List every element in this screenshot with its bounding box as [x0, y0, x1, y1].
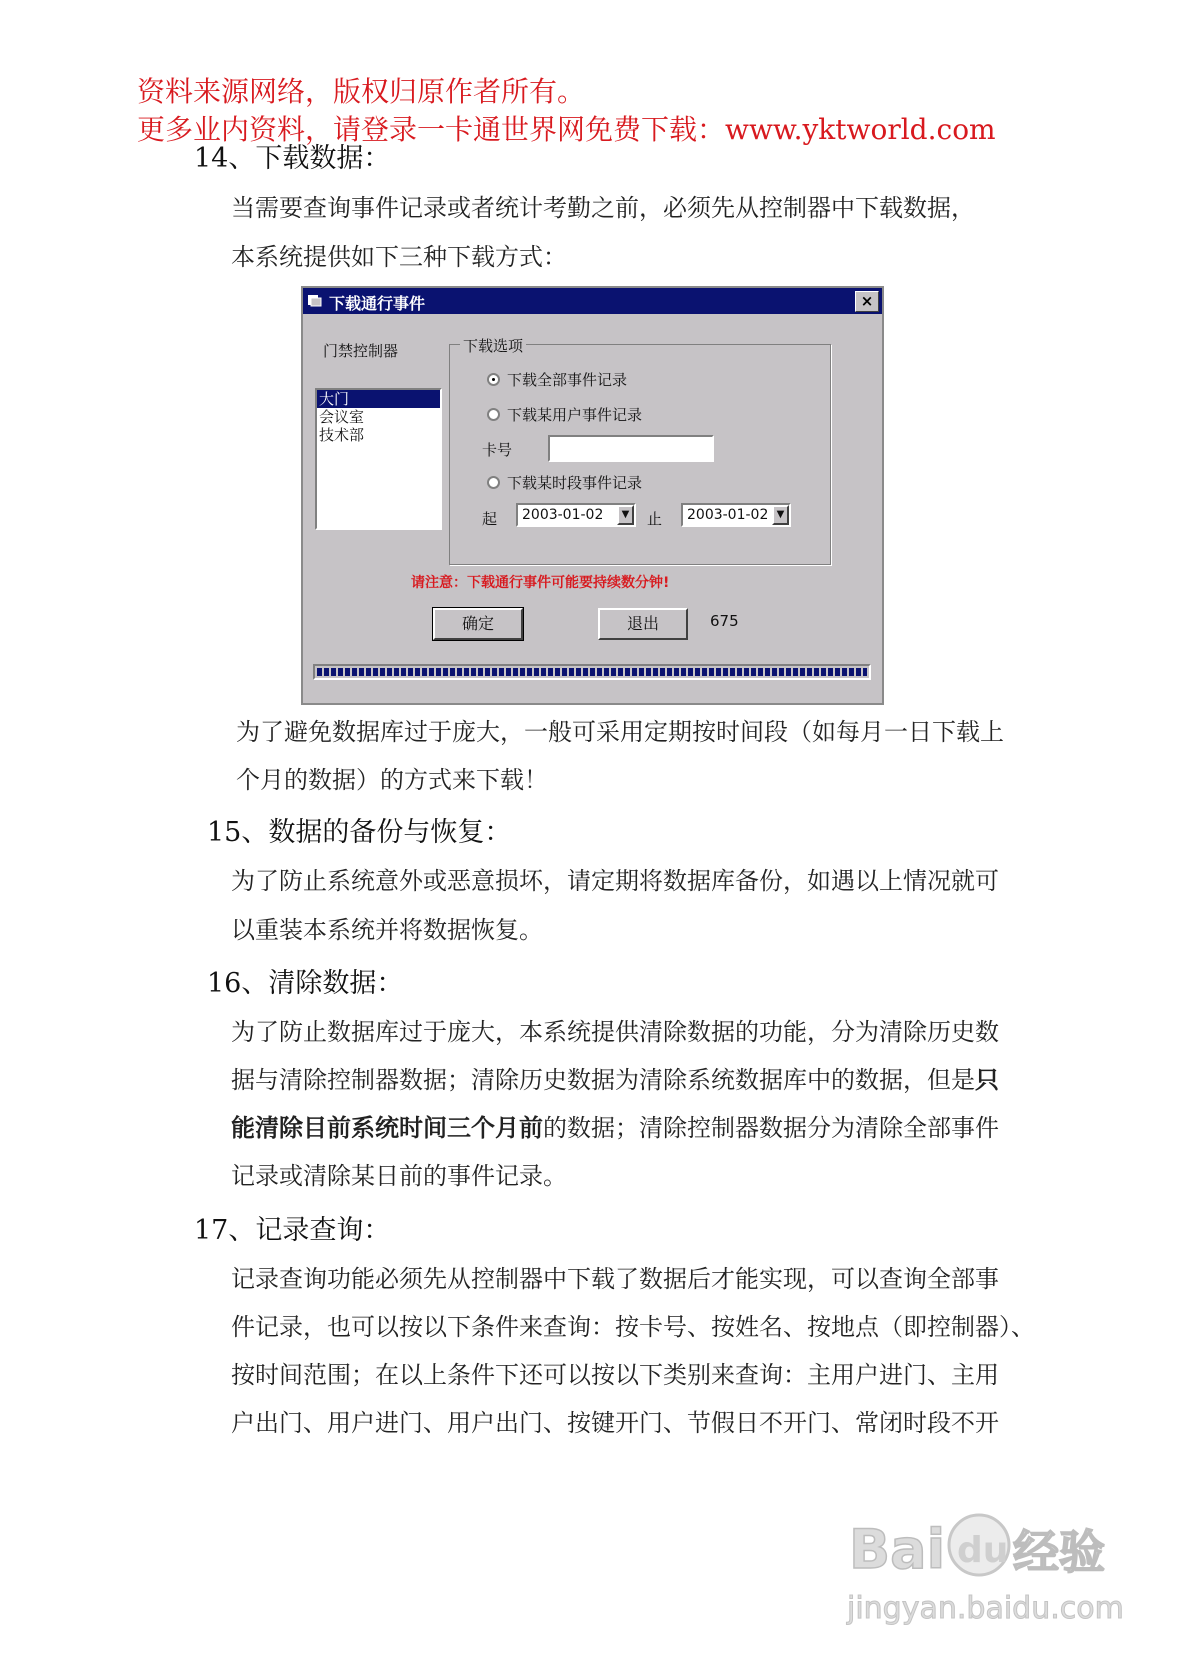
section-14-heading: 14、下载数据：	[194, 143, 391, 174]
option-label-user: 下载某用户事件记录	[507, 406, 643, 424]
svg-text:Bai: Bai	[849, 1518, 946, 1581]
section-17-para-3: 按时间范围；在以上条件下还可以按以下类别来查询：主用户进门、主用	[231, 1361, 999, 1389]
watermark-line-2: 更多业内资料，请登录一卡通世界网免费下载：www.yktworld.com	[137, 113, 996, 146]
notice-text: 请注意：下载通行事件可能要持续数分钟!	[411, 575, 670, 591]
close-button[interactable]: ×	[855, 291, 879, 312]
card-number-input[interactable]	[548, 435, 714, 462]
download-options-group	[449, 337, 831, 565]
dialog-titlebar	[303, 288, 882, 314]
section-16-para-3-bold: 能清除目前系统时间三个月前	[231, 1113, 543, 1142]
section-14-after-2: 个月的数据）的方式来下载！	[236, 766, 548, 794]
section-15-para-1: 为了防止系统意外或恶意损坏，请定期将数据库备份，如遇以上情况就可	[231, 867, 999, 895]
list-item[interactable]: 会议室	[319, 408, 365, 426]
baidu-jingyan-logo	[845, 1500, 1145, 1630]
option-label-all: 下载全部事件记录	[507, 371, 628, 389]
section-16-para-3	[231, 1108, 999, 1143]
section-17-para-1: 记录查询功能必须先从控制器中下载了数据后才能实现，可以查询全部事	[231, 1265, 999, 1293]
section-17-para-4: 户出门、用户进门、用户出门、按键开门、节假日不开门、常闭时段不开	[231, 1409, 999, 1437]
radio-user-events[interactable]	[487, 408, 500, 421]
section-15-heading: 15、数据的备份与恢复：	[207, 817, 512, 848]
section-16-para-4: 记录或清除某日前的事件记录。	[231, 1162, 567, 1190]
section-16-para-3-text: 的数据；清除控制器数据分为清除全部事件	[543, 1114, 999, 1142]
app-icon	[307, 292, 323, 308]
section-16-para-2-text: 据与清除控制器数据；清除历史数据为清除系统数据库中的数据，但是	[231, 1066, 975, 1094]
to-date-value: 2003-01-02	[687, 507, 769, 523]
section-14-para-1: 当需要查询事件记录或者统计考勤之前，必须先从控制器中下载数据，	[231, 194, 975, 222]
section-16-heading: 16、清除数据：	[207, 968, 404, 999]
section-16-para-2	[231, 1060, 999, 1095]
radio-period-events[interactable]	[487, 476, 500, 489]
download-count: 675	[710, 612, 739, 630]
list-item[interactable]: 技术部	[319, 426, 365, 444]
ok-button[interactable]: 确定	[433, 608, 523, 640]
progress-fill	[317, 668, 867, 676]
group-label: 下载选项	[460, 335, 526, 356]
watermark-line-1: 资料来源网络，版权归原作者所有。	[137, 75, 586, 108]
from-date-picker[interactable]	[516, 503, 636, 527]
svg-text:jingyan.baidu.com: jingyan.baidu.com	[847, 1591, 1124, 1626]
list-item[interactable]: 大门	[317, 390, 440, 408]
controller-list-label: 门禁控制器	[323, 342, 399, 360]
chevron-down-icon[interactable]: ▼	[772, 505, 789, 525]
section-17-heading: 17、记录查询：	[194, 1215, 391, 1246]
from-label: 起	[482, 510, 498, 528]
section-16-para-2-bold: 只	[975, 1065, 999, 1094]
option-label-period: 下载某时段事件记录	[507, 474, 643, 492]
download-progress-bar	[313, 664, 871, 680]
section-17-para-2: 件记录，也可以按以下条件来查询：按卡号、按姓名、按地点（即控制器）、	[231, 1313, 1035, 1341]
chevron-down-icon[interactable]: ▼	[617, 505, 634, 525]
section-15-para-2: 以重装本系统并将数据恢复。	[231, 916, 543, 944]
svg-text:经验: 经验	[1013, 1525, 1105, 1579]
radio-all-events[interactable]	[487, 373, 500, 386]
section-16-para-1: 为了防止数据库过于庞大，本系统提供清除数据的功能，分为清除历史数	[231, 1018, 999, 1046]
controller-list[interactable]	[315, 388, 442, 530]
section-14-para-2: 本系统提供如下三种下载方式：	[231, 243, 567, 271]
svg-text:du: du	[957, 1530, 1009, 1571]
from-date-value: 2003-01-02	[522, 507, 604, 523]
download-events-dialog	[301, 286, 884, 705]
card-number-label: 卡号	[482, 441, 513, 459]
dialog-title: 下载通行事件	[329, 294, 426, 313]
to-date-picker[interactable]	[681, 503, 791, 527]
exit-button[interactable]: 退出	[598, 608, 688, 640]
to-label: 止	[647, 510, 663, 528]
section-14-after-1: 为了避免数据库过于庞大，一般可采用定期按时间段（如每月一日下载上	[236, 718, 1004, 746]
